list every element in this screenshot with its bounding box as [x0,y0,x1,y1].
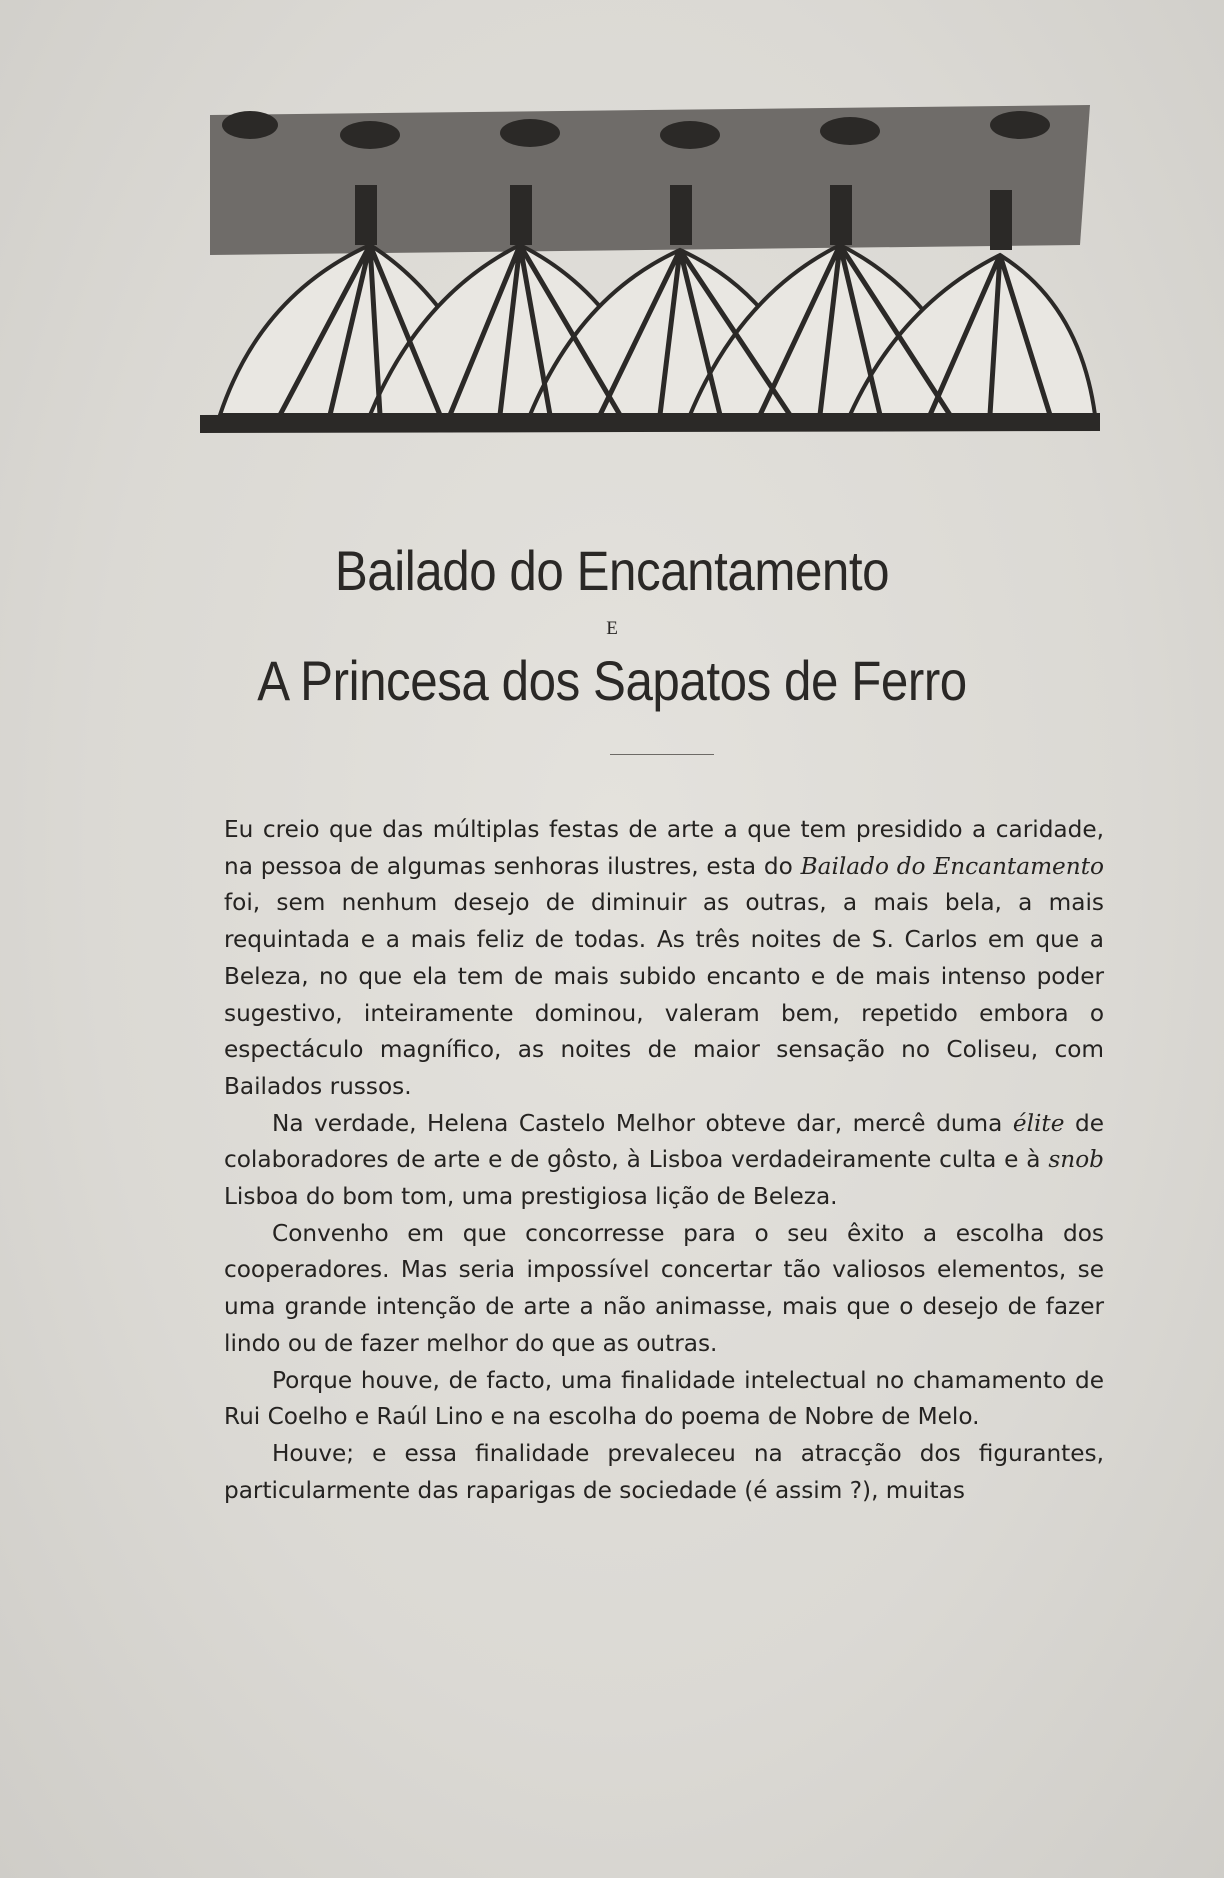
page-title-line-1: Bailado do Encantamento [334,539,890,602]
paragraph-3: Convenho em que concorresse para o seu êxito a escolha dos cooperadores. Mas seria impossível concertar tão valiosos elementos, se uma grande intenção de arte a não animasse, mais que o desejo de fazer lindo ou de fazer melhor do que as outras. [224,1219,1104,1357]
title-divider [610,754,714,755]
dancers-illustration [200,95,1100,440]
article-body [224,812,1104,1509]
paragraph-2-text-a: Na verdade, Helena Castelo Melhor obteve dar, mercê duma [272,1109,1013,1137]
paragraph-1-text-c: foi, sem nenhum desejo de diminuir as outras, a mais bela, a mais requintada e a mais feliz de todas. As três noites de S. Carlos em que a Beleza, no que ela tem de mais subido encanto e de mais intenso poder sugestivo, inteiramente dominou, valeram bem, repetido embora o espectáculo magnífico, as noites de maior sensação no Coliseu, com Bailados russos. [224,889,1104,1100]
dancers-woodcut [200,95,1100,440]
paragraph-5: Houve; e essa finalidade prevaleceu na atracção dos figurantes, particularmente das raparigas de sociedade (é assim ?), muitas [224,1439,1104,1504]
paragraph-2 [224,1106,1104,1216]
ballet-title-italic: Bailado do Encantamento [800,852,1104,880]
snob-italic: snob [1048,1146,1104,1174]
paragraph-1-text-a: Eu creio que das múltiplas festas de arte a que tem presidido a caridade, na pessoa de algumas senhoras ilustres, esta do [224,816,1104,880]
paragraph-4: Porque houve, de facto, uma finalidade intelectual no chamamento de Rui Coelho e Raúl Lino e na escolha do poema de Nobre de Melo. [224,1366,1104,1431]
elite-italic: élite [1012,1109,1065,1137]
woodcut-band [210,105,1090,255]
woodcut-ground [200,413,1100,433]
paragraph-2-text-e: Lisboa do bom tom, uma prestigiosa lição de Beleza. [224,1183,838,1211]
paragraph-1 [224,812,1104,1106]
paragraph-2-text-c: de colaboradores de arte e de gôsto, à Lisboa verdadeiramente culta e à [224,1109,1104,1174]
title-conjunction: E [606,618,618,639]
page-title-line-2: A Princesa dos Sapatos de Ferro [257,649,967,712]
